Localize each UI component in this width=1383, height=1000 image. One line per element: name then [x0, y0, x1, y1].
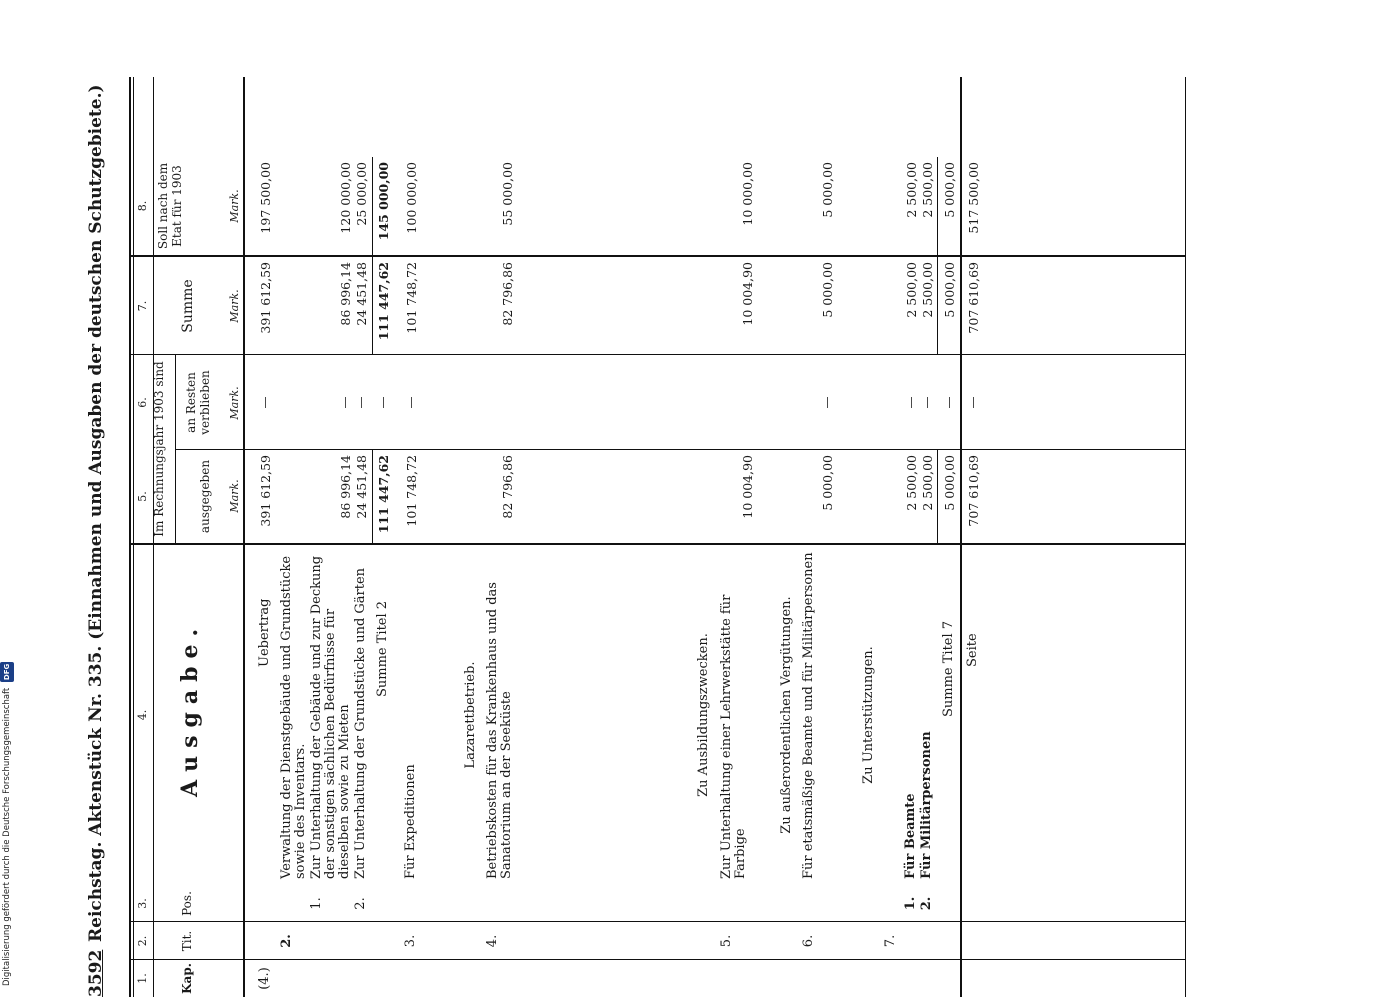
- tit3-number: 3.: [403, 934, 418, 948]
- sum2-rule-7: [372, 257, 373, 355]
- tit6-col5: 5 000,00: [820, 455, 835, 511]
- sum2-rule-5: [372, 450, 373, 543]
- tit5-text: Zur Unterhaltung einer Lehrwerkstätte für Farbige: [719, 594, 748, 879]
- seite-col7: 707 610,69: [966, 262, 981, 334]
- pos2-col8: 25 000,00: [354, 162, 369, 226]
- header-bottom-rule: [243, 77, 245, 997]
- tit7-pos1-col7: 2 500,00: [904, 262, 919, 318]
- seite-rule: [960, 77, 962, 997]
- col-divider-3: [129, 543, 1185, 545]
- header-soll: Soll nach dem Etat für 1903: [156, 162, 185, 250]
- header-resten: an Resten verblieben: [184, 370, 213, 435]
- uebertrag-col5: 391 612,59: [258, 455, 273, 527]
- tit3-text: Für Expeditionen: [403, 764, 418, 879]
- colnum-7: 7.: [136, 300, 149, 312]
- pos1-text: Zur Unterhaltung der Gebäude und zur Deckung der sonstigen sächlichen Bedürfnisse für dieselben sowie zu Mieten: [309, 555, 352, 879]
- pos1-col5: 86 996,14: [338, 455, 353, 519]
- pos2-col5: 24 451,48: [354, 455, 369, 519]
- tit7-pos1-col5: 2 500,00: [904, 455, 919, 511]
- tit4-col7: 82 796,86: [500, 262, 515, 326]
- ausbildung-heading: Zu Ausbildungszwecken.: [696, 633, 711, 797]
- pos2-col6: —: [354, 396, 368, 409]
- tit7-pos1-col8: 2 500,00: [904, 162, 919, 218]
- colnum-5: 5.: [136, 491, 149, 502]
- header-tit: Tit.: [180, 930, 194, 952]
- header-pos: Pos.: [180, 891, 194, 916]
- pos1-number: 1.: [309, 897, 324, 910]
- summe-tit7-col5: 5 000,00: [942, 455, 957, 511]
- mark-label-6: Mark.: [228, 386, 241, 420]
- tit5-col8: 10 000,00: [740, 162, 755, 226]
- tit7-pos2-text: Für Militärpersonen: [919, 731, 934, 879]
- summe-tit7-label: Summe Titel 7: [941, 620, 956, 717]
- uebertrag-col6: —: [258, 396, 272, 409]
- pos1-col7: 86 996,14: [338, 262, 353, 326]
- page-title: Reichstag. Aktenstück Nr. 335. (Einnahmen und Ausgaben der deutschen Schutzgebiete.): [86, 84, 106, 942]
- mark-label-8: Mark.: [228, 189, 241, 223]
- tit4-text: Betriebskosten für das Krankenhaus und das Sanatorium an der Seeküste: [485, 582, 514, 879]
- tit6-col6: —: [820, 396, 834, 409]
- footer-text: Digitalisierung gefördert durch die Deutsche Forschungsgemeinschaft: [2, 687, 12, 986]
- seite-col5: 707 610,69: [966, 455, 981, 527]
- seite-col6: —: [966, 396, 980, 409]
- tit5-col5: 10 004,90: [740, 455, 755, 519]
- summe-tit2-col5: 111 447,62: [376, 455, 391, 534]
- tit7-number: 7.: [883, 934, 898, 948]
- tit3-col5: 101 748,72: [404, 455, 419, 527]
- tit7-pos2-col6: —: [920, 396, 934, 409]
- verguetung-heading: Zu außerordentlichen Vergütungen.: [779, 596, 794, 834]
- colnum-4: 4.: [136, 709, 149, 721]
- tit4-col8: 55 000,00: [500, 162, 515, 226]
- tit7-pos2-col7: 2 500,00: [920, 262, 935, 318]
- tit5-col7: 10 004,90: [740, 262, 755, 326]
- pos2-text: Zur Unterhaltung der Grundstücke und Gärten: [353, 567, 368, 879]
- tit3-col8: 100 000,00: [404, 162, 419, 234]
- lazarett-heading: Lazarettbetrieb.: [463, 661, 478, 769]
- seite-col8: 517 500,00: [966, 162, 981, 234]
- sum2-rule-8: [372, 157, 373, 255]
- uebertrag-label: Uebertrag: [257, 598, 272, 667]
- table-bottom-rule: [1185, 77, 1186, 997]
- tit6-number: 6.: [801, 934, 816, 948]
- col-divider-5: [129, 354, 1185, 355]
- summe-tit2-col7: 111 447,62: [376, 262, 391, 341]
- seite-label: Seite: [965, 633, 980, 667]
- header-summe: Summe: [180, 279, 196, 333]
- tit7-pos1-number: 1.: [903, 896, 918, 911]
- table-top-rule: [129, 77, 131, 997]
- colnum-3: 3.: [136, 898, 149, 909]
- kap-number: (4.): [257, 967, 272, 990]
- dfg-logo: DFG: [0, 662, 14, 682]
- tit2-number: 2.: [279, 934, 294, 948]
- page-header: [80, 77, 120, 997]
- rotated-page: [80, 77, 1270, 997]
- header-rechnungsjahr: Im Rechnungsjahr 1903 sind: [152, 361, 166, 537]
- tit6-col8: 5 000,00: [820, 162, 835, 218]
- table-top-rule-thin: [133, 77, 134, 997]
- tit4-col5: 82 796,86: [500, 455, 515, 519]
- tit3-col6: —: [404, 396, 418, 409]
- tit6-text: Für etatsmäßige Beamte und für Militärpersonen: [801, 552, 816, 879]
- mark-label-5: Mark.: [228, 479, 241, 513]
- uebertrag-col8: 197 500,00: [258, 162, 273, 234]
- colnum-8: 8.: [136, 200, 149, 212]
- tit4-number: 4.: [485, 934, 500, 948]
- col-divider-4: [175, 449, 1185, 450]
- summe-tit7-col6: —: [942, 396, 956, 409]
- tit7-pos2-col8: 2 500,00: [920, 162, 935, 218]
- tit3-col7: 101 748,72: [404, 262, 419, 334]
- pos1-col6: —: [338, 396, 352, 409]
- colnum-2: 2.: [136, 935, 149, 947]
- digitization-footer: [0, 0, 14, 1000]
- page-number: 3592: [86, 949, 106, 997]
- tit2-text: Verwaltung der Dienstgebäude und Grundstücke sowie des Inventars.: [279, 555, 308, 879]
- summe-tit2-label: Summe Titel 2: [375, 600, 390, 697]
- pos2-number: 2.: [353, 897, 368, 910]
- tit7-pos2-number: 2.: [919, 896, 934, 911]
- summe-tit2-col8: 145 000,00: [376, 162, 391, 241]
- sum7-rule-5: [937, 450, 938, 543]
- tit6-col7: 5 000,00: [820, 262, 835, 318]
- tit7-pos1-text: Für Beamte: [903, 793, 918, 879]
- summe-tit7-col8: 5 000,00: [942, 162, 957, 218]
- header-ausgabe: Ausgabe.: [177, 620, 203, 797]
- col-divider-6: [129, 255, 1185, 257]
- colnum-6: 6.: [136, 397, 149, 408]
- pos2-col7: 24 451,48: [354, 262, 369, 326]
- pos1-col8: 120 000,00: [338, 162, 353, 234]
- sum7-rule-7: [937, 257, 938, 355]
- sum7-rule-8: [937, 157, 938, 255]
- header-ausgegeben: ausgegeben: [198, 459, 212, 534]
- uebertrag-col7: 391 612,59: [258, 262, 273, 334]
- tit7-pos1-col6: —: [904, 396, 918, 409]
- summe-tit2-col6: —: [376, 396, 390, 409]
- colnum-1: 1.: [136, 973, 149, 984]
- unterstuetzung-heading: Zu Unterstützungen.: [861, 646, 876, 784]
- header-kap: Kap.: [180, 963, 194, 994]
- mark-label-7: Mark.: [228, 289, 241, 323]
- tit5-number: 5.: [719, 934, 734, 948]
- summe-tit7-col7: 5 000,00: [942, 262, 957, 318]
- tit7-pos2-col5: 2 500,00: [920, 455, 935, 511]
- header-subrule: [175, 355, 176, 543]
